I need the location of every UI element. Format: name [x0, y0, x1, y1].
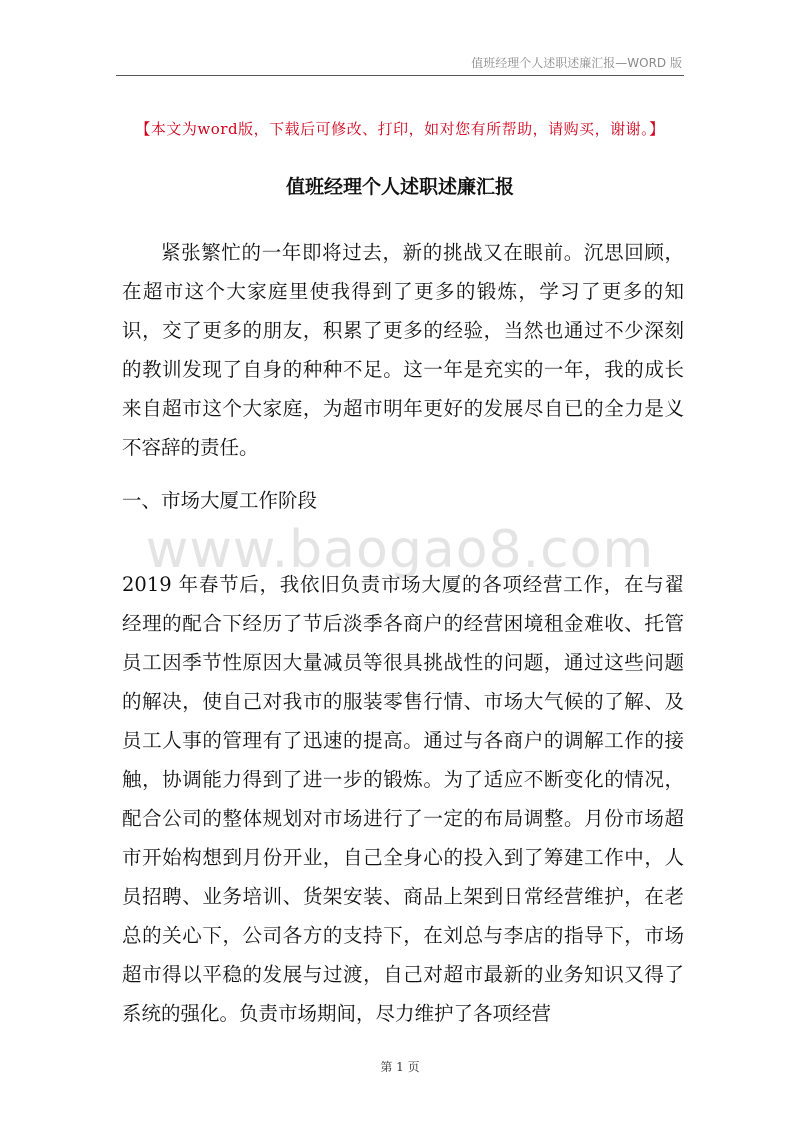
paragraph-body: 2019 年春节后，我依旧负责市场大厦的各项经营工作，在与翟经理的配合下经历了节后淡季各商户的经营困境租金难收、托管员工因季节性原因大量减员等很具挑战性的问题，通过这些问题的解决，使自己对我市的服装零售行情、市场大气候的了解、及员工人事的管理有了迅速的提高。通过与各商户的调解工作的接触，协调能力得到了进一步的锻炼。为了适应不断变化的情况，配合公司的整体规划对市场进行了一定的布局调整。月份市场超市开始构想到月份开业，自己全身心的投入到了筹建工作中，人员招聘、业务培训、货架安装、商品上架到日常经营维护，在老总的关心下，公司各方的支持下，在刘总与李店的指导下，市场超市得以平稳的发展与过渡，自己对超市最新的业务知识又得了系统的强化。负责市场期间，尽力维护了各项经营	[122, 573, 684, 1025]
running-header: 值班经理个人述职述廉汇报—WORD 版	[471, 56, 682, 70]
header-divider	[116, 75, 684, 76]
paragraph-intro: 紧张繁忙的一年即将过去，新的挑战又在眼前。沉思回顾，在超市这个大家庭里使我得到了更多的锻炼，学习了更多的知识，交了更多的朋友，积累了更多的经验，当然也通过不少深刻的教训发现了自身的种种不足。这一年是充实的一年，我的成长来自超市这个大家庭，为超市明年更好的发展尽自已的全力是义不容辞的责任。	[122, 241, 684, 459]
page-number: 第 1 页	[380, 1060, 420, 1074]
section-heading: 一、市场大厦工作阶段	[122, 489, 318, 512]
document-title: 值班经理个人述职述廉汇报	[285, 176, 514, 198]
purchase-notice: 【本文为word版，下载后可修改、打印，如对您有所帮助，请购买，谢谢。】	[135, 120, 665, 138]
watermark: www.baogao8.com	[145, 520, 655, 580]
